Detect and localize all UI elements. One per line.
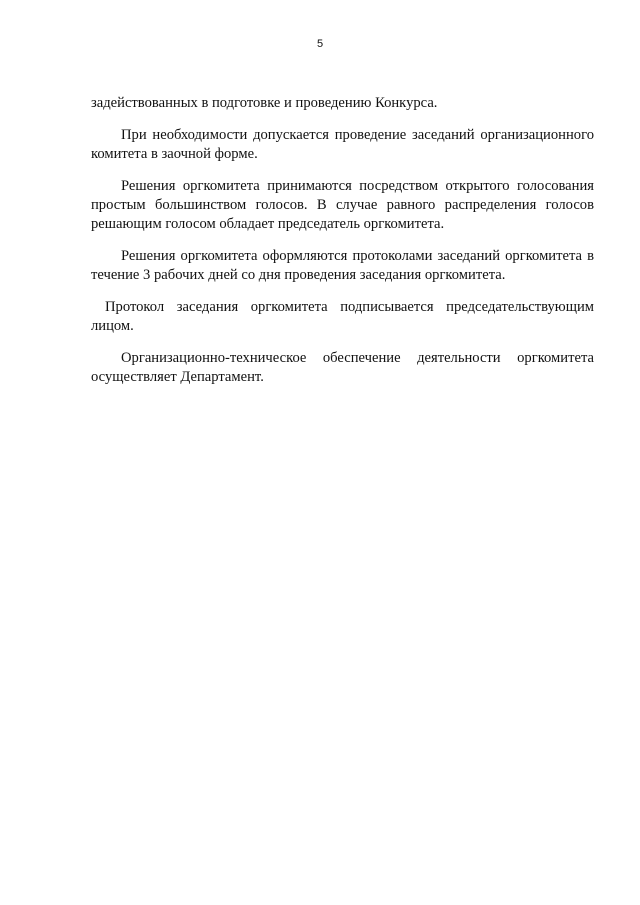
paragraph-remote-meetings: При необходимости допускается проведение заседаний организационного комитета в заочной форме. — [91, 127, 594, 162]
paragraph-voting: Решения оргкомитета принимаются посредством открытого голосования простым большинством голосов. В случае равного распределения голосов решающим голосом обладает председатель оргкомитета. — [91, 178, 594, 232]
paragraph-protocols: Решения оргкомитета оформляются протоколами заседаний оргкомитета в течение 3 рабочих дней со дня проведения заседания оргкомитета. — [91, 248, 594, 283]
paragraph-continuation: задействованных в подготовке и проведению Конкурса. — [91, 95, 438, 111]
page-number: 5 — [316, 38, 324, 50]
paragraph-signing: Протокол заседания оргкомитета подписывается председательствующим лицом. — [91, 299, 594, 334]
paragraph-support: Организационно-техническое обеспечение деятельности оргкомитета осуществляет Департамент. — [91, 350, 594, 385]
document-body — [91, 94, 594, 400]
